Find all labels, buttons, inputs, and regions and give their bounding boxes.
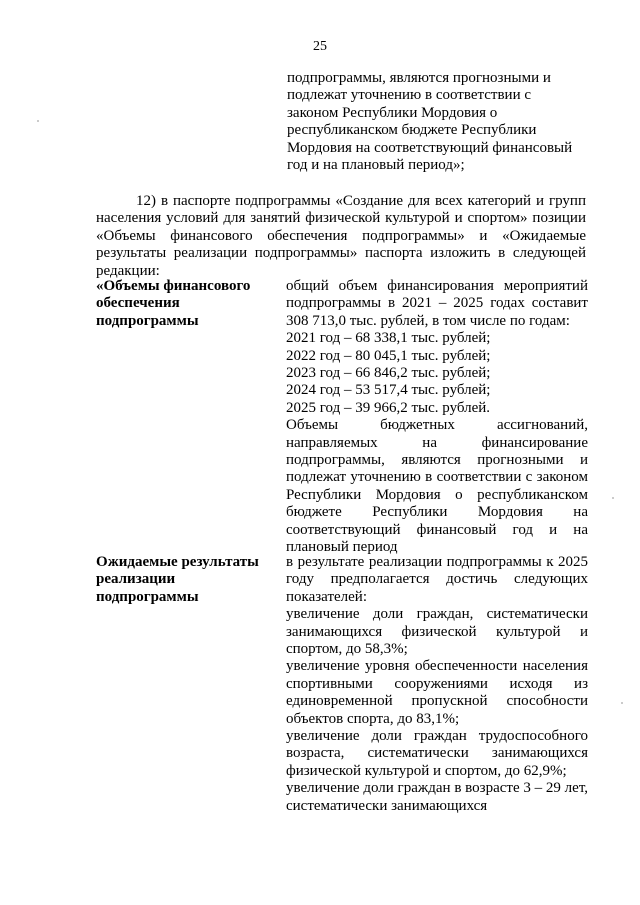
continuation-line: подпрограммы, являются прогнозными и — [287, 70, 551, 86]
funding-year-line: 2023 год – 66 846,2 тыс. рублей; — [286, 365, 491, 382]
funding-total: общий объем финансирования мероприятий подпрограммы в 2021 – 2025 годах составит 308 713,0 тыс. рублей, в том числе по годам: — [286, 278, 588, 329]
funding-note: Объемы бюджетных ассигнований, направляемых на финансирование подпрограммы, являются прогнозными и подлежат уточнению в соответствии с законом Республики Мордовия о республиканском бюджете Республики Мордовия на соответствующий финансовый год и на плановый период — [286, 417, 588, 556]
results-label — [96, 554, 274, 606]
amendment-paragraph: 12) в паспорте подпрограммы «Создание для всех категорий и групп населения условий для занятий физической культурой и спортом» позиции «Объемы финансового обеспечения подпрограммы» и «Ожидаемые результаты реализации подпрограммы» паспорта изложить в следующей редакции: — [96, 193, 586, 279]
funding-content — [286, 278, 588, 557]
results-paragraph: в результате реализации подпрограммы к 2025 году предполагается достичь следующих показателей: — [286, 554, 588, 605]
continuation-line: Мордовия на соответствующий финансовый — [287, 139, 573, 156]
funding-year-line: 2024 год – 53 517,4 тыс. рублей; — [286, 382, 491, 399]
results-label-line: Ожидаемые результаты — [96, 554, 259, 570]
scan-speck — [612, 497, 614, 499]
results-paragraph: увеличение доли граждан в возрасте 3 – 29 лет, систематически занимающихся — [286, 780, 588, 814]
funding-year-line: 2022 год – 80 045,1 тыс. рублей; — [286, 347, 491, 364]
funding-year-line: 2025 год – 39 966,2 тыс. рублей. — [286, 399, 491, 416]
results-paragraph: увеличение доли граждан трудоспособного возраста, систематически занимающихся физической культурой и спортом, до 62,9%; — [286, 728, 588, 779]
funding-year-line: 2021 год – 68 338,1 тыс. рублей; — [286, 330, 491, 347]
scan-speck — [621, 702, 623, 704]
results-label-line: реализации — [96, 571, 176, 588]
funding-label — [96, 278, 274, 330]
funding-label-line: подпрограммы — [96, 312, 199, 329]
continuation-line: законом Республики Мордовия о — [287, 104, 498, 121]
continuation-line: подлежат уточнению в соответствии с — [287, 87, 532, 104]
results-paragraph: увеличение доли граждан, систематически занимающихся физической культурой и спортом, до 58,3%; — [286, 606, 588, 658]
results-content — [286, 554, 588, 815]
scan-speck — [37, 120, 39, 122]
results-paragraph: увеличение уровня обеспеченности населения спортивными сооружениями исходя из единовременной пропускной способности объектов спорта, до 83,1%; — [286, 658, 588, 727]
continuation-line: год и на плановый период»; — [287, 157, 465, 174]
page-number: 25 — [313, 39, 327, 54]
funding-label-line: обеспечения — [96, 295, 180, 312]
funding-label-line: «Объемы финансового — [96, 278, 251, 294]
continuation-line: республиканском бюджете Республики — [287, 122, 537, 139]
continuation-text — [287, 70, 587, 174]
results-label-line: подпрограммы — [96, 588, 199, 605]
